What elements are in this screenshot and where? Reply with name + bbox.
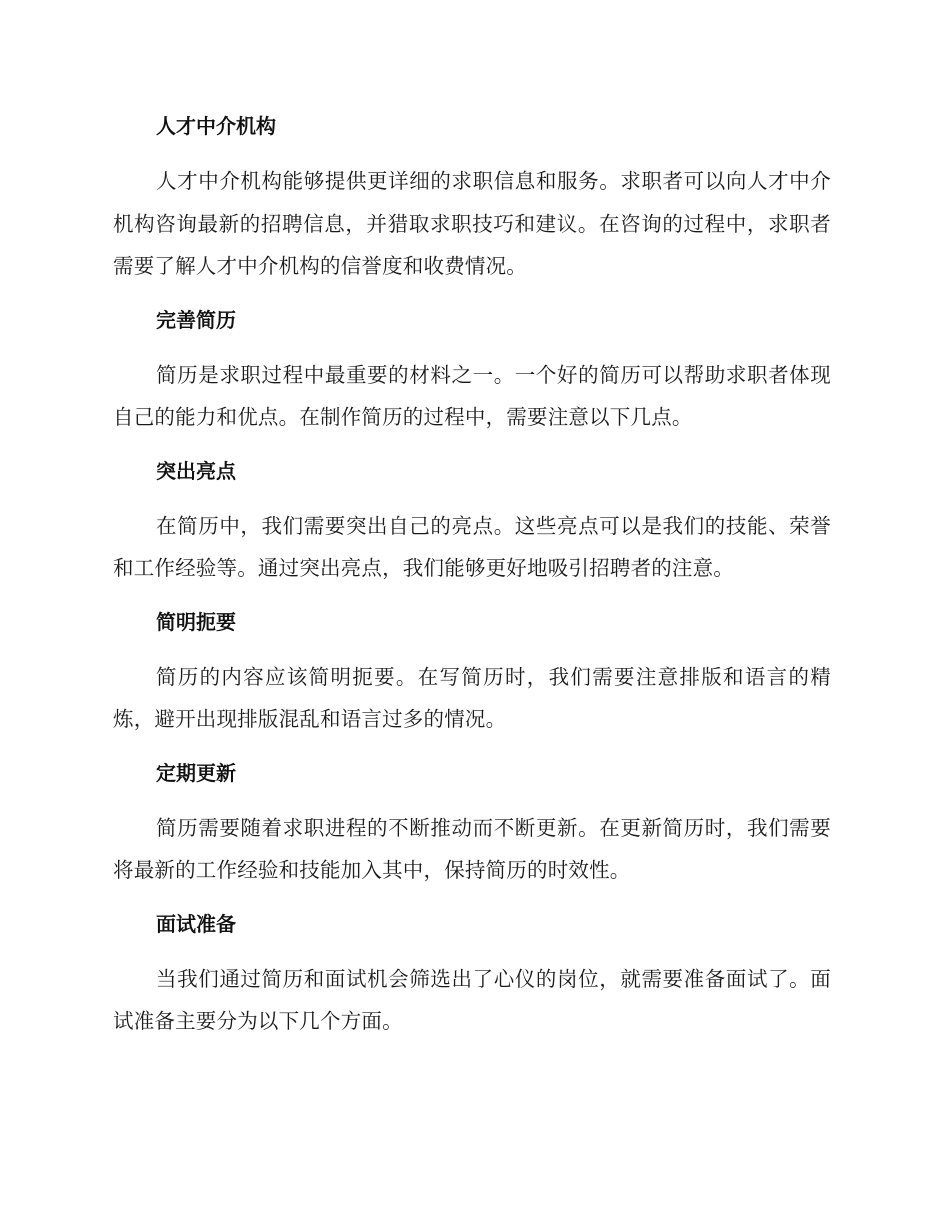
section-paragraph-regular-update: 简历需要随着求职进程的不断推动而不断更新。在更新简历时，我们需要将最新的工作经验和技能加入其中，保持简历的时效性。 <box>113 815 831 882</box>
section-heading-interview-prep: 面试准备 <box>156 911 236 936</box>
document-body <box>113 108 831 1057</box>
section-paragraph-concise: 简历的内容应该简明扼要。在写简历时，我们需要注意排版和语言的精炼，避开出现排版混乱和语言过多的情况。 <box>113 664 831 731</box>
section-paragraph-interview-prep: 当我们通过简历和面试机会筛选出了心仪的岗位，就需要准备面试了。面试准备主要分为以下几个方面。 <box>113 966 831 1033</box>
section-heading-talent-agency: 人才中介机构 <box>156 114 276 138</box>
section-heading-highlights: 突出亮点 <box>156 458 236 483</box>
section-paragraph-talent-agency: 人才中介机构能够提供更详细的求职信息和服务。求职者可以向人才中介机构咨询最新的招聘信息，并猎取求职技巧和建议。在咨询的过程中，求职者需要了解人才中介机构的信誉度和收费情况。 <box>113 169 831 278</box>
section-heading-regular-update: 定期更新 <box>156 760 236 785</box>
section-paragraph-improve-resume: 简历是求职过程中最重要的材料之一。一个好的简历可以帮助求职者体现自己的能力和优点。在制作简历的过程中，需要注意以下几点。 <box>113 362 831 429</box>
section-heading-improve-resume: 完善简历 <box>156 307 236 332</box>
section-paragraph-highlights: 在简历中，我们需要突出自己的亮点。这些亮点可以是我们的技能、荣誉和工作经验等。通过突出亮点，我们能够更好地吸引招聘者的注意。 <box>113 513 831 580</box>
section-heading-concise: 简明扼要 <box>156 609 236 634</box>
